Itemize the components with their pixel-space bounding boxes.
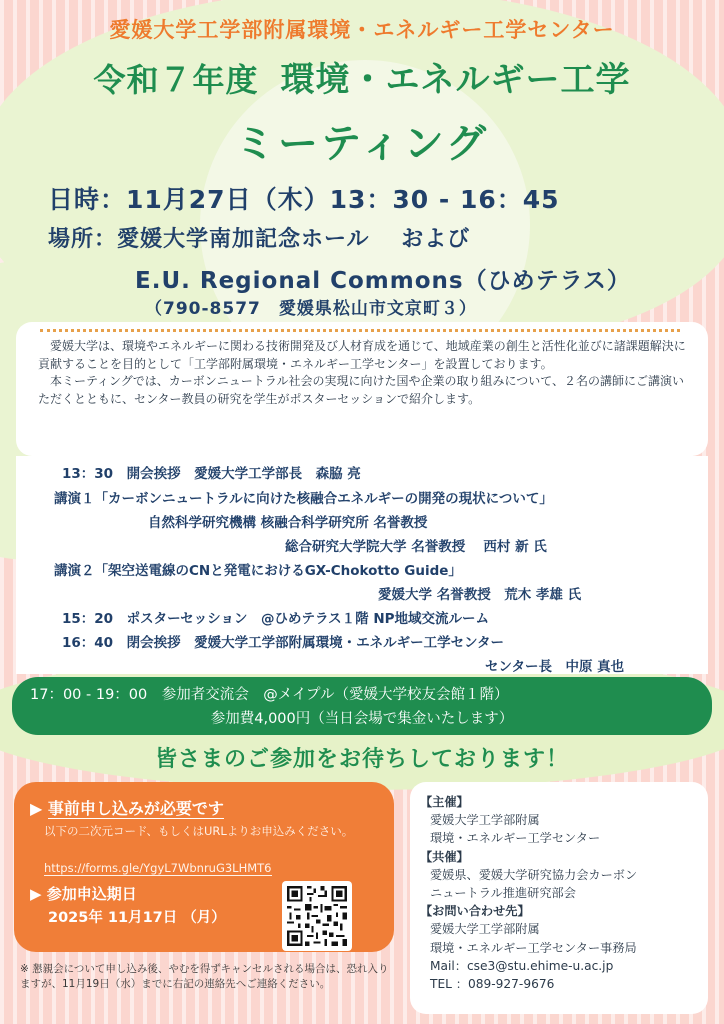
registration-url-link[interactable]: https://forms.gle/YgyL7WbnruG3LHMT6 <box>44 861 272 875</box>
contact-name: 環境・エネルギー工学センター事務局 <box>430 940 637 955</box>
deadline-heading-text: 参加申込期日 <box>46 885 137 903</box>
registration-heading <box>30 796 224 819</box>
dotted-divider <box>40 329 680 332</box>
co-host-name: 愛媛県、愛媛大学研究協力会カーボン <box>430 867 638 882</box>
registration-instructions: 以下の二次元コード、もしくはURLよりお申込みください。 <box>44 824 354 838</box>
deadline-heading <box>30 883 137 904</box>
deadline-date: 2025年 11月17日 （月） <box>48 910 226 926</box>
qr-code-icon[interactable] <box>282 881 352 951</box>
description-paragraph: 本ミーティングでは、カーボンニュートラル社会の実現に向けた国や企業の取り組みについて、２名の講師にご講演いただくとともに、センター教員の研究を学生がポスターセッションで紹介します。 <box>38 374 684 406</box>
event-title-main: 環境・エネルギー工学 <box>280 60 631 100</box>
schedule-closing-speaker: センター長 中原 真也 <box>485 659 625 675</box>
contact-name: 愛媛大学工学部附属 <box>430 922 540 937</box>
contact-email-link[interactable]: Mail：cse3@stu.ehime-u.ac.jp <box>430 958 614 973</box>
schedule-lecture-1: 講演１「カーボンニュートラルに向けた核融合エネルギーの開発の現状について」 <box>54 491 553 507</box>
organizer-text <box>420 793 705 993</box>
co-host-name: ニュートラル推進研究部会 <box>430 886 576 901</box>
schedule-closing: 16：40 閉会挨拶 愛媛大学工学部附属環境・エネルギー工学センター <box>62 635 505 651</box>
event-title <box>0 52 724 101</box>
triangle-right-icon: ▶ <box>30 885 42 903</box>
host-label: 【主催】 <box>420 795 469 809</box>
social-time-place: 17：00 - 19：00 参加者交流会 @メイプル（愛媛大学校友会館１階） <box>30 687 509 703</box>
host-name: 愛媛大学工学部附属 <box>430 813 540 828</box>
schedule-lecturer-1-affiliation: 自然科学研究機構 核融合科学研究所 名誉教授 <box>148 515 428 531</box>
schedule-poster-session: 15：20 ポスターセッション @ひめテラス１階 NP地域交流ルーム <box>62 611 490 627</box>
event-title-meeting: ミーティング <box>235 121 489 167</box>
contact-label: 【お問い合わせ先】 <box>420 904 530 919</box>
description-paragraph: 愛媛大学は、環境やエネルギーに関わる技術開発及び人材育成を通じて、地域産業の創生と活性化並びに諸課題解決に貢献することを目的として「工学部附属環境・エネルギー工学センター」を設置しております。 <box>38 339 686 371</box>
welcome-message: 皆さまのご参加をお待ちしております！ <box>154 747 569 772</box>
schedule-lecturer-2-name: 愛媛大学 名誉教授 荒木 孝雄 氏 <box>378 587 582 603</box>
co-host-label: 【共催】 <box>420 849 469 864</box>
description-text <box>38 338 688 408</box>
cancellation-note: ※ 懇親会について申し込み後、やむを得ずキャンセルされる場合は、恐れ入りますが、11月19日（水）までに右記の連絡先へご連絡ください。 <box>20 963 389 990</box>
event-address: （790-8577 愛媛県松山市文京町３） <box>145 299 477 319</box>
event-place-second: E.U. Regional Commons（ひめテラス） <box>135 268 631 294</box>
event-datetime: 日時：11月27日（木）13：30 - 16：45 <box>48 185 560 214</box>
triangle-right-icon: ▶ <box>30 799 43 818</box>
organizer-subtitle: 愛媛大学工学部附属環境・エネルギー工学センター <box>109 18 615 42</box>
schedule-lecturer-1-name: 総合研究大学院大学 名誉教授 西村 新 氏 <box>285 539 547 555</box>
schedule-lecture-2: 講演２「架空送電線のCNと発電におけるGX-Chokotto Guide」 <box>54 563 462 579</box>
registration-heading-text: 事前申し込みが必要です <box>47 799 224 818</box>
schedule-opening: 13：30 開会挨拶 愛媛大学工学部長 森脇 亮 <box>62 466 361 482</box>
contact-phone: TEL ：089-927-9676 <box>430 977 555 992</box>
host-name: 環境・エネルギー工学センター <box>430 831 601 846</box>
social-fee: 参加費4,000円（当日会場で集金いたします） <box>210 711 514 727</box>
event-place: 場所：愛媛大学南加記念ホール および <box>48 227 471 252</box>
event-year: 令和７年度 <box>93 61 259 99</box>
